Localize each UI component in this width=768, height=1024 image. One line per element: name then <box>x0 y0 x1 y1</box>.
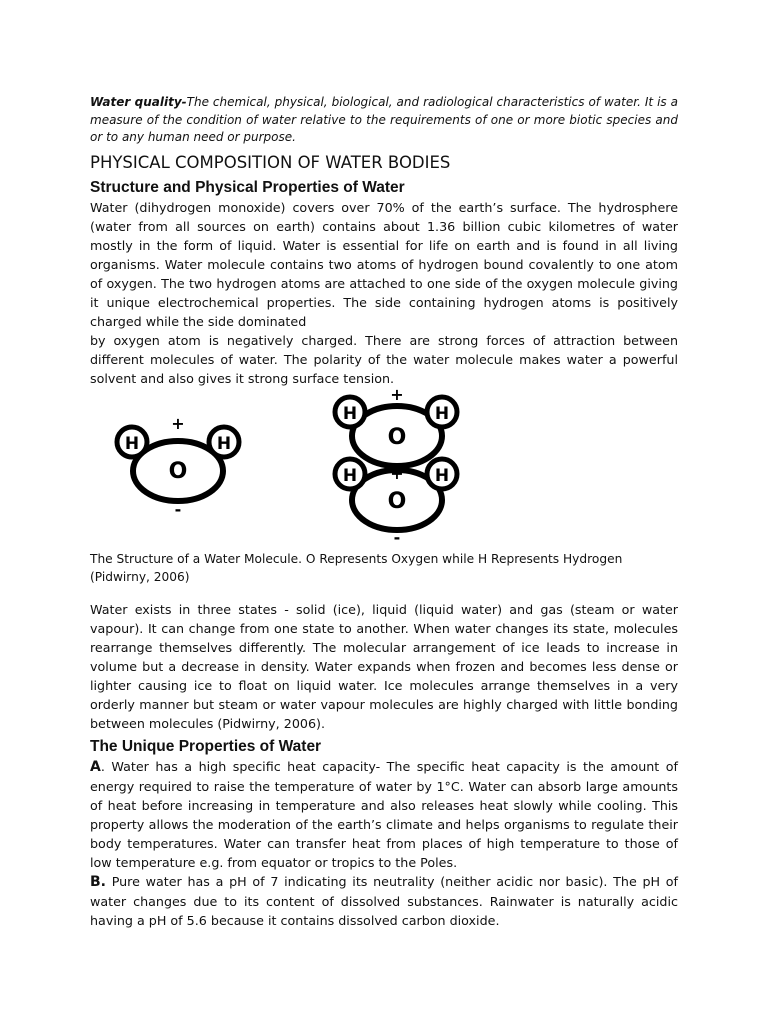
main-heading: PHYSICAL COMPOSITION OF WATER BODIES <box>90 152 451 172</box>
stacked-molecule-bottom <box>335 459 457 547</box>
water-quality-definition <box>90 94 678 147</box>
structure-paragraph-2: by oxygen atom is negatively charged. There are strong forces of attraction between different molecules of water. The polarity of the water molecule makes water a powerful solvent and also gives it strong surface tension. <box>90 332 678 386</box>
hydrogen-label: H <box>342 465 358 486</box>
hydrogen-label: H <box>124 433 140 454</box>
water-molecule-diagram <box>90 384 490 547</box>
definition-term: Water quality- <box>90 95 187 109</box>
hydrogen-label: H <box>434 403 450 424</box>
property-a <box>90 757 678 872</box>
positive-charge: + <box>390 384 404 404</box>
oxygen-label: O <box>387 424 407 450</box>
hydrogen-label: H <box>342 403 358 424</box>
structure-paragraph-1: Water (dihydrogen monoxide) covers over 70% of the earth’s surface. The hydrosphere (water from all sources on earth) contains about 1.36 billion cubic kilometres of water mostly in the form of liquid. Water is essential for life on earth and is found in all living organisms. Water molecule contains two atoms of hydrogen bound covalently to one atom of oxygen. The two hydrogen atoms are attached to one side of the oxygen molecule giving it unique electrochemical properties. The side containing hydrogen atoms is positively charged while the side dominated <box>90 199 678 329</box>
positive-charge: + <box>390 463 404 483</box>
negative-charge: - <box>174 499 182 519</box>
hydrogen-label: H <box>216 433 232 454</box>
states-paragraph: Water exists in three states - solid (ice), liquid (liquid water) and gas (steam or water vapour). It can change from one state to another. When water changes its state, molecules rearrange themselves differently. The molecular arrangement of ice leads to increase in volume but a decrease in density. Water expands when frozen and becomes less dense or lighter causing ice to float on liquid water. Ice molecules arrange themselves in a very orderly manner but steam or water vapour molecules are highly charged with little bonding between molecules (Pidwirny, 2006). <box>90 601 678 731</box>
water-molecule-figure <box>90 384 678 547</box>
single-water-molecule <box>117 414 239 519</box>
positive-charge: + <box>171 413 185 433</box>
negative-charge: - <box>393 527 401 547</box>
structure-heading: Structure and Physical Properties of Water <box>90 178 405 196</box>
figure-caption: The Structure of a Water Molecule. O Represents Oxygen while H Represents Hydrogen (Pidwirny, 2006) <box>90 551 623 584</box>
document-page <box>90 94 678 930</box>
stacked-molecule-top <box>335 385 457 466</box>
oxygen-label: O <box>168 458 188 484</box>
property-a-text: . Water has a high specific heat capacity- The specific heat capacity is the amount of energy required to raise the temperature of water by 1°C. Water can absorb large amounts of heat before increasing in temperature and also releases heat slowly while cooling. This property allows the moderation of the earth’s climate and helps organisms to regulate their body temperatures. Water can transfer heat from places of high temperature to those of low temperature e.g. from equator or tropics to the Poles. <box>90 758 678 870</box>
hydrogen-label: H <box>434 465 450 486</box>
unique-properties-heading: The Unique Properties of Water <box>90 737 322 755</box>
definition-text: The chemical, physical, biological, and radiological characteristics of water. It is a measure of the condition of water relative to the requirements of one or more biotic species and or to any human need or purpose. <box>90 95 678 144</box>
property-a-label: A <box>90 758 101 775</box>
oxygen-label: O <box>387 488 407 514</box>
property-b-label: B. <box>90 873 106 890</box>
property-b-text: Pure water has a pH of 7 indicating its neutrality (neither acidic nor basic). The pH of water changes due to its content of dissolved substances. Rainwater is naturally acidic having a pH of 5.6 because it contains dissolved carbon dioxide. <box>90 873 678 928</box>
property-b <box>90 872 678 930</box>
